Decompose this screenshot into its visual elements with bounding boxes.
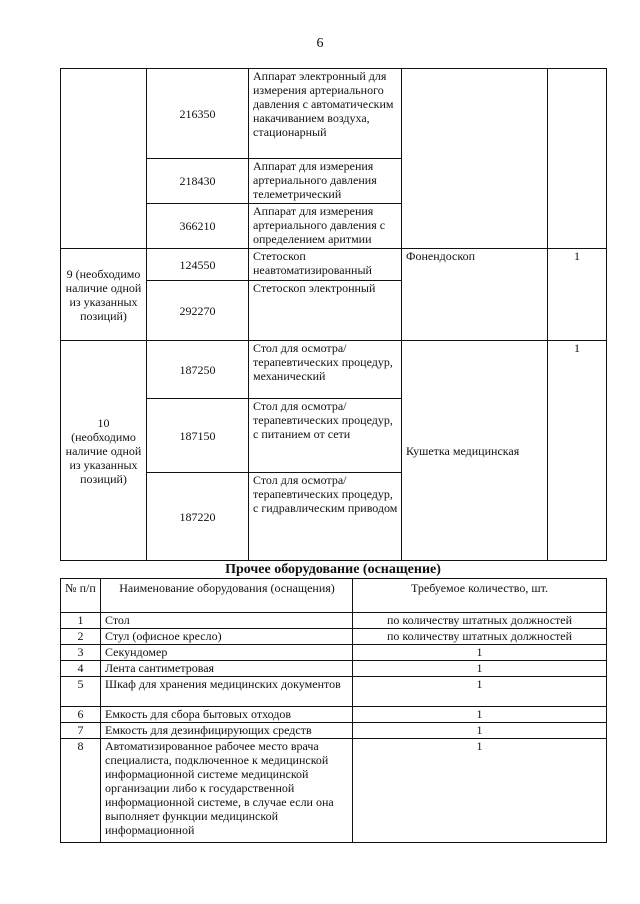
group-number-cell [61, 69, 147, 249]
header-quantity: Требуемое количество, шт. [353, 579, 607, 613]
equipment-table [60, 68, 607, 561]
item-name: Аппарат для измерения артериального давления с определением аритмии [249, 204, 402, 249]
row-name: Емкость для сбора бытовых отходов [101, 707, 353, 723]
row-quantity: по количеству штатных должностей [353, 613, 607, 629]
row-number: 5 [61, 677, 101, 707]
item-name: Аппарат для измерения артериального давления телеметрический [249, 159, 402, 204]
item-code: 292270 [147, 281, 249, 341]
row-number: 6 [61, 707, 101, 723]
equipment-name-cell: Фонендоскоп [402, 249, 548, 341]
item-code: 187250 [147, 341, 249, 399]
item-code: 218430 [147, 159, 249, 204]
item-code: 366210 [147, 204, 249, 249]
header-number: № п/п [61, 579, 101, 613]
row-number: 7 [61, 723, 101, 739]
header-name: Наименование оборудования (оснащения) [101, 579, 353, 613]
row-name: Секундомер [101, 645, 353, 661]
row-quantity: 1 [353, 739, 607, 843]
item-name: Стол для осмотра/ терапевтических процедур, с питанием от сети [249, 399, 402, 473]
row-quantity: по количеству штатных должностей [353, 629, 607, 645]
row-name: Стул (офисное кресло) [101, 629, 353, 645]
row-number: 2 [61, 629, 101, 645]
equipment-name-cell: Кушетка медицинская [402, 341, 548, 561]
item-name: Стетоскоп электронный [249, 281, 402, 341]
row-name: Автоматизированное рабочее место врача специалиста, подключенное к медицинской информационной системе медицинской организации либо к государственной информационной системе, в случае если она выполняет функции медицинской информационной [101, 739, 353, 843]
row-number: 1 [61, 613, 101, 629]
item-code: 187150 [147, 399, 249, 473]
row-quantity: 1 [353, 707, 607, 723]
item-code: 187220 [147, 473, 249, 561]
row-name: Стол [101, 613, 353, 629]
group-number-cell: 10 (необходимо наличие одной из указанных позиций) [61, 341, 147, 561]
quantity-cell: 1 [548, 341, 607, 561]
item-code: 124550 [147, 249, 249, 281]
row-name: Емкость для дезинфицирующих средств [101, 723, 353, 739]
row-number: 4 [61, 661, 101, 677]
group-number-cell: 9 (необходимо наличие одной из указанных позиций) [61, 249, 147, 341]
quantity-cell: 1 [548, 249, 607, 341]
row-quantity: 1 [353, 661, 607, 677]
quantity-cell [548, 69, 607, 249]
item-name: Стетоскоп неавтоматизированный [249, 249, 402, 281]
row-quantity: 1 [353, 645, 607, 661]
row-quantity: 1 [353, 723, 607, 739]
equipment-name-cell [402, 69, 548, 249]
row-name: Шкаф для хранения медицинских документов [101, 677, 353, 707]
section-title: Прочее оборудование (оснащение) [225, 562, 441, 577]
item-name: Стол для осмотра/ терапевтических процедур, механический [249, 341, 402, 399]
page-number: 6 [316, 36, 324, 51]
row-number: 3 [61, 645, 101, 661]
row-number: 8 [61, 739, 101, 843]
row-quantity: 1 [353, 677, 607, 707]
item-name: Аппарат электронный для измерения артериального давления с автоматическим накачиванием воздуха, стационарный [249, 69, 402, 159]
item-name: Стол для осмотра/ терапевтических процедур, с гидравлическим приводом [249, 473, 402, 561]
item-code: 216350 [147, 69, 249, 159]
other-equipment-table [60, 578, 607, 843]
row-name: Лента сантиметровая [101, 661, 353, 677]
